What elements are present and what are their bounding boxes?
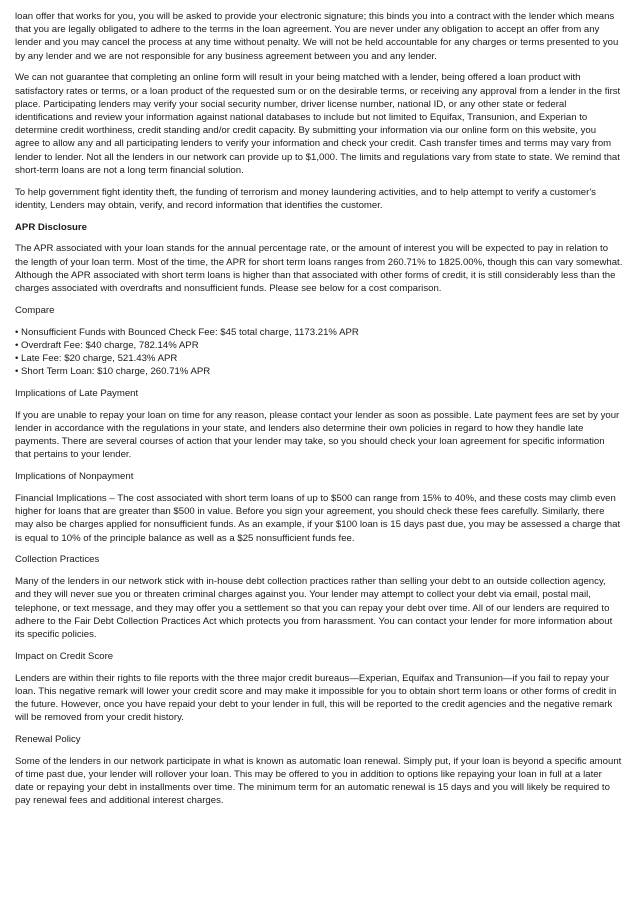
apr-disclosure-text: The APR associated with your loan stands for the annual percentage rate, or the amount of interest you will be expected to pay in relation to the length of your loan term. Most of the time, the APR for short term loans ranges from 260.71% to 1825.00%, though this can vary somewhat. Although the APR associated with short term loans is higher than that associated with other forms of credit, it is still considerably less than the charges associated with overdrafts and nonsufficient funds. Please see below for a cost comparison. [15, 243, 623, 295]
late-payment-text: If you are unable to repay your loan on time for any reason, please contact your lender as soon as possible. Late payment fees are set by your lender in accordance with the regulations in your state, and lenders also determine their own policies in regard to how they handle late payments. There are several courses of action that your lender may take, so you should check your loan agreement for specific information that pertains to your lender. [15, 409, 620, 461]
credit-score-heading: Impact on Credit Score [15, 650, 114, 662]
paragraph-electronic-signature: loan offer that works for you, you will be asked to provide your electronic signature; this binds you into a contract with the lender which means that you are legally obligated to adhere to the terms in the loan agreement. You are never under any obligation to accept an offer from any lender and you may cancel the process at any time without penalty. We will not be held accountable for any charges or terms presented to you by any lender and we are not responsible for any business agreement between you and any lender. [15, 11, 619, 62]
paragraph-no-guarantee: We can not guarantee that completing an online form will result in your being matched with a lender, being offered a loan product with satisfactory rates or terms, or a loan product of the requested sum or on the desirable terms, or receiving any approval from a lender in the first place. Participating lenders may verify your social security number, driver license number, national ID, or any other state or federal identifications and review your information against national databases to include but not limited to Equifax, Transunion, and Experian to determine credit worthiness, credit standing and/or credit capacity. By submitting your information via our online form on this website, you agree to allow any and all participating lenders to verify your information and check your credit. Cash transfer times and terms may vary from lender to lender. Not all the lenders in our network can provide up to $1,000. The limits and regulations vary from state to state. We remind that short-term loans are not a long term financial solution. [15, 72, 621, 176]
compare-list [15, 326, 623, 379]
late-payment-heading: Implications of Late Payment [15, 388, 139, 400]
credit-score-text: Lenders are within their rights to file reports with the three major credit bureaus—Experian, Equifax and Transunion—if you fail to repay your loan. This negative remark will lower your credit score and may make it impossible for you to obtain short term loans or other forms of credit in the future. However, once you have repaid your debt to your lender in full, this will be reported to the credit agencies and the negative remark will be removed from your credit history. [15, 672, 617, 724]
compare-item-nsf: • Nonsufficient Funds with Bounced Check Fee: $45 total charge, 1173.21% APR [15, 326, 623, 339]
nonpayment-heading: Implications of Nonpayment [15, 471, 134, 483]
nonpayment-text: Financial Implications – The cost associated with short term loans of up to $500 can range from 15% to 40%, and these costs may climb even higher for loans that are greater than $500 in value. Before you sign your agreement, you should check these fees carefully. Similarly, there may also be charges applied for nonsufficient funds. As an example, if your $100 loan is 15 days past due, you may be assessed a charge that is equal to 10% of the principle balance as well as a $25 nonsufficient funds fee. [15, 493, 621, 544]
compare-item-overdraft: • Overdraft Fee: $40 charge, 782.14% APR [15, 339, 623, 352]
collection-text: Many of the lenders in our network stick with in-house debt collection practices rather than selling your debt to an outside collection agency, and they will never sue you or threaten criminal charges against you. Your lender may attempt to collect your debt via email, postal mail, telephone, or text message, and they may offer you a settlement so that you can repay your debt over time. All of our lenders are required to adhere to the Fair Debt Collection Practices Act which protects you from harassment. You can contact your lender for more information about its specific policies. [15, 576, 613, 641]
collection-heading: Collection Practices [15, 554, 100, 566]
compare-heading: Compare [15, 304, 55, 316]
paragraph-identity-theft: To help government fight identity theft, the funding of terrorism and money laundering activities, and to help attempt to verify a customer's identity, Lenders may obtain, verify, and record information that identifies the customer. [15, 186, 596, 211]
renewal-heading: Renewal Policy [15, 734, 81, 746]
compare-item-late-fee: • Late Fee: $20 charge, 521.43% APR [15, 352, 623, 365]
apr-disclosure-heading: APR Disclosure [15, 221, 87, 233]
renewal-text: Some of the lenders in our network participate in what is known as automatic loan renewal. Simply put, if your loan is beyond a specific amount of time past due, your lender will rollover your loan. This may be offered to you in addition to options like repaying your loan in full at a later date or repaying your debt in installments over time. The minimum term for an automatic renewal is 15 days and you will likely be required to pay renewal fees and additional interest charges. [15, 755, 622, 807]
compare-item-short-term-loan: • Short Term Loan: $10 charge, 260.71% APR [15, 365, 623, 378]
